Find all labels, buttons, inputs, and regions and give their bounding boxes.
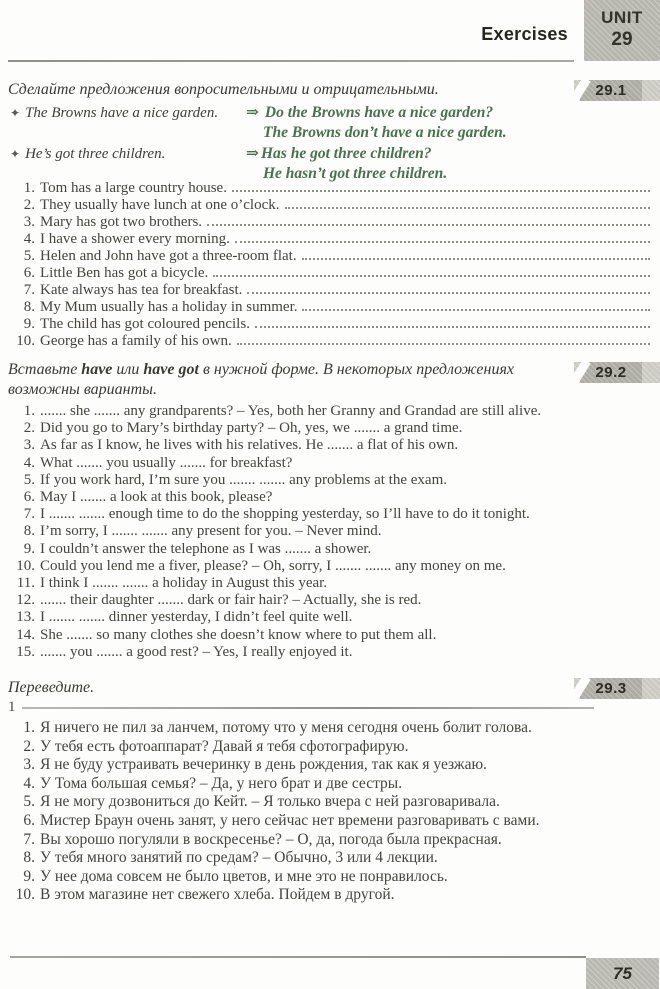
arrow-icon: ⇒	[246, 145, 259, 162]
item-text: If you work hard, I’m sure you ....... ....... any problems at the exam.	[40, 471, 447, 488]
item-text: As far as I know, he lives with his relatives. He ....... a flat of his own.	[40, 437, 459, 454]
item-text: У Тома большая семья? – Да, у него брат и две сестры.	[40, 774, 403, 792]
exercise-item	[8, 489, 652, 506]
example-source-text: The Browns have a nice garden.	[25, 105, 219, 121]
item-number: 1.	[23, 719, 35, 736]
item-text: Мистер Браун очень занят, у него сейчас нет времени разговаривать с вами.	[40, 811, 540, 829]
example-question-text: Has he got three children?	[261, 145, 432, 162]
item-text: Tom has a large country house.	[40, 180, 227, 196]
item-text: The child has got coloured pencils.	[40, 316, 250, 332]
answer-blank-line	[213, 275, 650, 277]
example-negative-text: He hasn’t got three children.	[263, 165, 448, 182]
badge-number: 29.2	[580, 362, 642, 383]
answer-blank-line	[247, 292, 650, 294]
item-text: I ....... ....... enough time to do the shopping yesterday, so I’ll have to do it tonight.	[40, 506, 530, 523]
answer-blank-line	[237, 343, 650, 345]
exercise-item	[8, 282, 652, 299]
exercise-item	[8, 627, 652, 644]
item-text: ....... their daughter ....... dark or fair hair? – Actually, she is red.	[40, 592, 422, 609]
instruction-text: или	[112, 361, 144, 378]
exercise-29-1-list	[8, 180, 652, 350]
exercise-item	[8, 248, 652, 265]
stray-numbered-rule	[8, 699, 594, 716]
instruction-keyword: have got	[143, 361, 199, 378]
example-question-line	[246, 103, 652, 123]
section-29-2-head	[8, 360, 660, 400]
exercise-item	[8, 849, 652, 868]
item-number: 7.	[23, 506, 35, 523]
exercise-29-2-list	[8, 403, 652, 661]
item-number: 6.	[23, 489, 35, 506]
item-text: I ....... ....... dinner yesterday, I didn’t feel quite well.	[40, 609, 353, 626]
item-number: 7.	[23, 282, 35, 298]
item-number: 3.	[23, 214, 35, 230]
exercise-item	[8, 812, 652, 831]
item-number: 8.	[23, 849, 35, 867]
example-source-text: He’s got three children.	[25, 146, 166, 162]
item-number: 3.	[23, 756, 35, 774]
item-number: 14.	[16, 626, 35, 643]
exercise-item	[8, 403, 652, 420]
answer-blank-line	[285, 207, 650, 209]
page-number-box	[586, 958, 659, 989]
instruction-keyword: have	[81, 361, 113, 378]
item-text: Я ничего не пил за ланчем, потому что у меня сегодня очень болит голова.	[40, 719, 532, 736]
section-instruction	[8, 360, 660, 400]
unit-label: UNIT	[601, 8, 643, 27]
example-answer	[246, 144, 652, 184]
item-number: 10.	[16, 333, 35, 349]
exercise-item	[8, 523, 652, 540]
item-text: Я не могу дозвониться до Кейт. – Я только вчера с ней разговаривала.	[40, 793, 500, 811]
exercise-item	[8, 886, 652, 905]
item-number: 5.	[23, 471, 35, 488]
example-question-line	[246, 144, 652, 164]
exercise-item	[8, 231, 652, 248]
item-number: 9.	[23, 316, 35, 332]
item-text: Did you go to Mary’s birthday party? – Oh, yes, we ....... a grand time.	[40, 420, 463, 437]
badge-number: 29.1	[580, 80, 642, 101]
exercise-item	[8, 719, 652, 738]
exercise-item	[8, 180, 652, 197]
section-29-1-head	[8, 80, 660, 100]
item-number: 8.	[23, 523, 35, 540]
answer-blank-line	[302, 309, 650, 311]
exercise-badge-29-1	[574, 80, 660, 101]
exercise-item	[8, 793, 652, 812]
star-bullet-icon: ✦	[10, 106, 21, 120]
exercise-item	[8, 316, 652, 333]
exercise-item	[8, 831, 652, 850]
unit-number: 29	[611, 29, 633, 50]
exercise-item	[8, 756, 652, 775]
item-text: У тебя много занятий по средам? – Обычно, 3 или 4 лекции.	[40, 849, 438, 867]
item-number: 3.	[23, 437, 35, 454]
exercise-badge-29-3	[574, 678, 660, 699]
item-number: 2.	[23, 737, 35, 755]
item-text: I’m sorry, I ....... ....... any present for you. – Never mind.	[40, 523, 382, 540]
item-number: 11.	[16, 575, 35, 592]
item-number: 13.	[16, 609, 35, 626]
page-header-title: Exercises	[481, 24, 568, 44]
arrow-icon: ⇒	[246, 104, 259, 121]
exercise-item	[8, 197, 652, 214]
item-number: 2.	[23, 420, 35, 437]
exercise-item	[8, 738, 652, 757]
item-number: 9.	[23, 540, 35, 557]
item-text: I have a shower every morning.	[40, 231, 230, 247]
item-number: 8.	[23, 299, 35, 315]
item-text: She ....... so many clothes she doesn’t know where to put them all.	[40, 626, 437, 643]
unit-tab	[584, 0, 660, 61]
example-negative-text: The Browns don’t have a nice garden.	[263, 124, 507, 141]
example-answer	[246, 103, 652, 143]
item-text: I think I ....... ....... a holiday in August this year.	[40, 575, 328, 592]
stray-number: 1	[8, 699, 16, 715]
item-text: Kate always has tea for breakfast.	[40, 282, 243, 298]
item-number: 4.	[23, 454, 35, 471]
exercise-item	[8, 265, 652, 282]
exercise-item	[8, 333, 652, 350]
item-number: 5.	[23, 248, 35, 264]
item-number: 1.	[23, 403, 35, 419]
item-text: У тебя есть фотоаппарат? Давай я тебя сфотографирую.	[40, 737, 409, 755]
item-text: What ....... you usually ....... for breakfast?	[40, 454, 293, 471]
example-block	[10, 103, 652, 184]
exercise-item	[8, 868, 652, 887]
item-text: У нее дома совсем не было цветов, и мне это не понравилось.	[40, 867, 448, 885]
exercise-29-3-list	[8, 719, 652, 905]
item-text: May I ....... a look at this book, please?	[40, 489, 273, 506]
exercise-item	[8, 472, 652, 489]
item-number: 2.	[23, 197, 35, 213]
item-text: Could you lend me a fiver, please? – Oh, sorry, I ....... ....... any money on me.	[40, 557, 506, 574]
section-instruction: Переведите.	[8, 679, 95, 696]
item-text: Я не буду устраивать вечеринку в день рождения, так как я уезжаю.	[40, 756, 487, 774]
item-text: ....... she ....... any grandparents? – Yes, both her Granny and Grandad are still alive.	[40, 403, 542, 419]
exercise-item	[8, 592, 652, 609]
exercise-item	[8, 299, 652, 316]
exercise-item	[8, 644, 652, 661]
item-number: 9.	[23, 867, 35, 885]
item-number: 10.	[16, 557, 35, 574]
item-text: George has a family of his own.	[40, 333, 232, 349]
exercise-item	[8, 609, 652, 626]
exercise-item	[8, 558, 652, 575]
section-29-3-head	[8, 678, 660, 698]
item-number: 12.	[16, 592, 35, 609]
example-source	[10, 144, 246, 184]
item-number: 7.	[23, 830, 35, 848]
answer-blank-line	[302, 258, 650, 260]
answer-blank-line	[235, 241, 650, 243]
star-bullet-icon: ✦	[10, 147, 21, 161]
answer-blank-line	[232, 190, 650, 192]
item-text: They usually have lunch at one o’clock.	[40, 197, 280, 213]
footer-rule	[10, 956, 586, 958]
page-number: 75	[613, 964, 632, 983]
item-text: ....... you ....... a good rest? – Yes, I really enjoyed it.	[40, 643, 353, 660]
answer-blank-line	[207, 224, 650, 226]
exercise-item	[8, 541, 652, 558]
instruction-text: Вставьте	[8, 361, 82, 378]
exercise-item	[8, 455, 652, 472]
item-text: I couldn’t answer the telephone as I was ....... a shower.	[40, 540, 372, 557]
exercise-badge-29-2	[574, 362, 660, 383]
item-number: 4.	[23, 774, 35, 792]
answer-blank-line	[255, 326, 650, 328]
stray-rule-line	[22, 707, 595, 709]
item-number: 4.	[23, 231, 35, 247]
item-text: В этом магазине нет свежего хлеба. Пойдем в другой.	[40, 886, 395, 904]
badge-number: 29.3	[580, 678, 642, 699]
item-number: 6.	[23, 265, 35, 281]
item-number: 10.	[15, 886, 35, 904]
exercise-item	[8, 214, 652, 231]
item-number: 6.	[23, 811, 35, 829]
item-text: Вы хорошо погуляли в воскресенье? – О, да, погода была прекрасная.	[40, 830, 502, 848]
item-text: Helen and John have got a three-room flat.	[40, 248, 297, 264]
item-text: My Mum usually has a holiday in summer.	[40, 299, 298, 315]
item-text: Mary has got two brothers.	[40, 214, 203, 230]
section-instruction: Сделайте предложения вопросительными и отрицательными.	[8, 81, 439, 98]
item-text: Little Ben has got a bicycle.	[40, 265, 209, 281]
exercise-item	[8, 506, 652, 523]
example-source	[10, 103, 246, 143]
header-rule	[8, 60, 574, 62]
item-number: 5.	[23, 793, 35, 811]
instruction-text: в нужной форме. В некоторых предложениях возможны варианты.	[8, 361, 515, 398]
example-question-text: Do the Browns have a nice garden?	[264, 104, 494, 121]
item-number: 1.	[23, 180, 35, 196]
exercise-item	[8, 575, 652, 592]
item-number: 15.	[16, 643, 35, 660]
exercise-item	[8, 420, 652, 437]
exercise-item	[8, 775, 652, 794]
exercise-item	[8, 437, 652, 454]
